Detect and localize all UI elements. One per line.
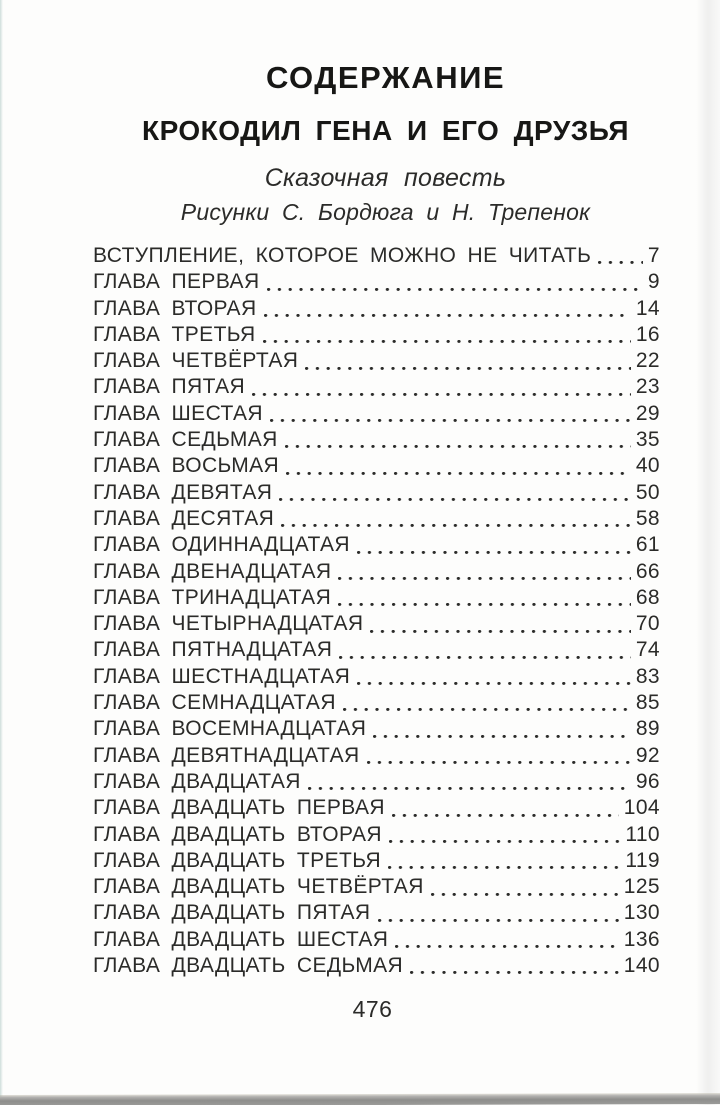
toc-entry-title: ГЛАВА ОДИННАДЦАТАЯ [93,533,350,557]
toc-entry-title: ВСТУПЛЕНИЕ, КОТОРОЕ МОЖНО НЕ ЧИТАТЬ [93,244,592,267]
toc-entry-title: ГЛАВА ДЕСЯТАЯ [93,506,275,530]
toc-entry-title: ГЛАВА ПЯТНАДЦАТАЯ [93,638,333,662]
toc-entry-page: 70 [635,612,660,636]
toc-list [93,243,660,979]
toc-row [93,822,660,848]
toc-row [93,427,660,453]
toc-entry-title: ГЛАВА СЕМНАДЦАТАЯ [93,691,336,715]
toc-row [93,900,660,926]
toc-entry-page: 29 [635,401,660,425]
toc-entry-page: 136 [623,927,660,951]
toc-entry-title: ГЛАВА ЧЕТЫРНАДЦАТАЯ [93,612,364,636]
toc-row [93,348,660,374]
dot-leader [336,585,631,611]
toc-entry-page: 92 [635,743,660,767]
toc-entry-page: 74 [635,638,660,662]
dot-leader [337,637,631,663]
toc-entry-title: ГЛАВА ДВАДЦАТЬ ВТОРАЯ [93,822,382,846]
toc-row [93,953,660,979]
toc-entry-title: ГЛАВА ДВАДЦАТЬ ЧЕТВЁРТАЯ [93,875,424,899]
scan-bottom-band [0,1093,720,1105]
toc-entry-title: ГЛАВА ДВАДЦАТЬ ТРЕТЬЯ [93,848,382,872]
dot-leader [387,822,620,848]
toc-row [93,269,660,295]
toc-entry-page: 66 [635,559,660,583]
dot-leader [390,795,619,821]
toc-row [93,296,660,322]
toc-entry-title: ГЛАВА ПЯТАЯ [93,375,246,399]
toc-entry-page: 22 [635,349,660,373]
dot-leader [429,874,619,900]
toc-entry-title: ГЛАВА ВТОРАЯ [93,296,257,320]
dot-leader [393,927,618,953]
toc-entry-page: 61 [635,533,660,557]
toc-entry-title: ГЛАВА ТРИНАДЦАТАЯ [93,585,332,609]
toc-entry-title: ГЛАВА ПЕРВАЯ [93,270,260,294]
toc-entry-page: 130 [623,901,660,925]
toc-entry-title: ГЛАВА ДВАДЦАТЬ СЕДЬМАЯ [93,954,404,978]
dot-leader [279,506,631,532]
toc-row [93,611,660,637]
toc-entry-title: ГЛАВА ТРЕТЬЯ [93,322,256,346]
dot-leader [306,769,631,795]
toc-row [93,401,660,427]
dot-leader [250,374,631,400]
dot-leader [284,453,631,479]
toc-entry-title: ГЛАВА ДВАДЦАТЬ ПЕРВАЯ [93,796,385,820]
toc-row [93,374,660,400]
dot-leader [355,664,631,690]
toc-entry-page: 83 [635,664,660,688]
toc-row [93,664,660,690]
toc-entry-title: ГЛАВА ДВАДЦАТАЯ [93,769,301,793]
dot-leader [277,480,630,506]
toc-entry-title: ГЛАВА ДВЕНАДЦАТАЯ [93,559,332,583]
toc-row [93,506,660,532]
contents-header [102,62,669,224]
toc-row [93,453,660,479]
toc-entry-title: ГЛАВА ДВАДЦАТЬ ПЯТАЯ [93,901,371,925]
dot-leader [336,559,630,585]
book-subtitle: Сказочная повесть [264,164,507,192]
toc-row [93,480,660,506]
toc-row [93,743,660,769]
toc-entry-page: 104 [623,796,660,820]
dot-leader [262,296,631,322]
toc-row [93,637,660,663]
toc-entry-title: ГЛАВА ДЕВЯТНАДЦАТАЯ [93,743,360,767]
toc-row [93,559,660,585]
toc-entry-title: ГЛАВА ЧЕТВЁРТАЯ [93,349,299,373]
toc-row [93,243,660,269]
book-title: КРОКОДИЛ ГЕНА И ЕГО ДРУЗЬЯ [142,115,629,146]
toc-entry-page: 96 [635,769,660,793]
dot-leader [376,900,619,926]
toc-entry-title: ГЛАВА ДЕВЯТАЯ [93,480,273,504]
toc-entry-page: 119 [625,848,660,872]
toc-row [93,322,660,348]
toc-entry-page: 35 [635,428,660,452]
contents-heading: СОДЕРЖАНИЕ [265,60,506,95]
toc-entry-title: ГЛАВА ВОСЕМНАДЦАТАЯ [93,717,367,741]
toc-row [93,795,660,821]
dot-leader [303,348,630,374]
toc-entry-title: ГЛАВА ДВАДЦАТЬ ШЕСТАЯ [93,927,389,951]
toc-entry-page: 68 [635,585,660,609]
dot-leader [268,401,631,427]
toc-row [93,769,660,795]
dot-leader [596,243,643,269]
toc-row [93,585,660,611]
dot-leader [386,848,620,874]
dot-leader [261,322,631,348]
toc-row [93,848,660,874]
toc-row [93,716,660,742]
toc-entry-page: 89 [635,717,660,741]
dot-leader [371,716,630,742]
toc-entry-page: 50 [635,480,660,504]
toc-row [93,690,660,716]
toc-entry-page: 85 [635,691,660,715]
dot-leader [341,690,631,716]
toc-entry-title: ГЛАВА ВОСЬМАЯ [93,454,280,478]
toc-entry-page: 110 [625,822,660,846]
toc-entry-title: ГЛАВА СЕДЬМАЯ [93,428,278,452]
dot-leader [368,611,630,637]
toc-entry-page: 40 [635,454,660,478]
toc-entry-title: ГЛАВА ШЕСТАЯ [93,401,263,425]
toc-entry-page: 16 [635,322,660,346]
toc-row [93,532,660,558]
page-folio: 476 [352,996,393,1023]
toc-row [93,874,660,900]
dot-leader [355,532,631,558]
toc-row [93,927,660,953]
dot-leader [408,953,619,979]
dot-leader [365,743,631,769]
illustrator-credits: Рисунки С. Бордюга и Н. Трепенок [180,199,591,225]
toc-entry-page: 23 [635,375,660,399]
dot-leader [283,427,631,453]
toc-entry-page: 125 [623,875,660,899]
toc-entry-page: 14 [635,296,660,320]
toc-entry-page: 58 [635,506,660,530]
toc-entry-page: 140 [623,954,660,978]
toc-entry-page: 9 [647,270,660,294]
dot-leader [265,269,643,295]
toc-entry-page: 7 [647,244,660,267]
toc-entry-title: ГЛАВА ШЕСТНАДЦАТАЯ [93,664,351,688]
